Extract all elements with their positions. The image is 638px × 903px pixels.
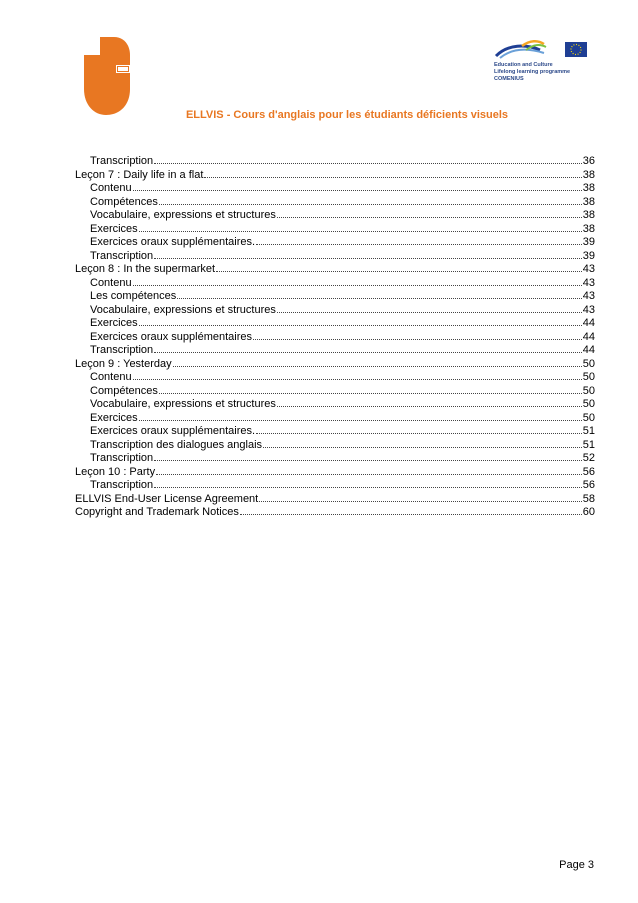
toc-entry[interactable] — [75, 385, 595, 399]
toc-entry[interactable] — [75, 317, 595, 331]
toc-dot-leader — [216, 271, 582, 272]
toc-entry[interactable] — [75, 412, 595, 426]
toc-entry-title: Exercices oraux supplémentaires. — [90, 236, 256, 248]
toc-entry-title: Vocabulaire, expressions et structures — [90, 398, 276, 410]
toc-entry-page: 38 — [582, 195, 595, 208]
toc-entry-title: Leçon 9 : Yesterday — [75, 357, 172, 370]
eu-lifelong-learning-logo — [492, 38, 594, 88]
toc-entry-title: Vocabulaire, expressions et structures — [90, 303, 276, 316]
toc-dot-leader — [177, 298, 582, 299]
toc-entry-title: Transcription — [90, 452, 154, 464]
toc-dot-leader — [154, 352, 582, 353]
toc-entry[interactable] — [75, 344, 595, 358]
toc-entry-title: Transcription — [90, 155, 154, 167]
toc-entry-page: 51 — [582, 438, 595, 451]
toc-entry-page: 60 — [582, 506, 595, 518]
toc-entry-title: Exercices oraux supplémentaires. — [90, 425, 256, 437]
toc-dot-leader — [240, 514, 582, 515]
toc-entry-page: 39 — [582, 236, 595, 248]
toc-entry-page: 58 — [582, 492, 595, 505]
page-header-title: ELLVIS - Cours d'anglais pour les étudiants déficients visuels — [185, 109, 509, 121]
toc-entry[interactable] — [75, 236, 595, 250]
toc-dot-leader — [154, 487, 582, 488]
toc-entry-page: 43 — [582, 276, 595, 289]
toc-entry-title: Compétences — [90, 195, 158, 208]
toc-entry-title: Contenu — [90, 182, 132, 194]
toc-entry-title: Copyright and Trademark Notices — [75, 506, 239, 518]
toc-entry-title: Leçon 7 : Daily life in a flat — [75, 168, 204, 181]
toc-entry-page: 38 — [582, 168, 595, 181]
toc-entry-page: 43 — [582, 303, 595, 316]
toc-entry-page: 38 — [582, 209, 595, 221]
toc-entry[interactable] — [75, 290, 595, 304]
toc-entry[interactable] — [75, 331, 595, 345]
toc-entry-title: Contenu — [90, 276, 132, 289]
toc-dot-leader — [133, 190, 582, 191]
toc-entry-page: 44 — [582, 330, 595, 343]
toc-dot-leader — [159, 393, 582, 394]
toc-entry[interactable] — [75, 439, 595, 453]
toc-entry-page: 56 — [582, 465, 595, 478]
toc-entry-title: Leçon 8 : In the supermarket — [75, 263, 216, 275]
table-of-contents — [75, 155, 595, 520]
page-number: Page 3 — [559, 859, 594, 871]
toc-entry-page: 44 — [582, 344, 595, 356]
ellvis-logo — [84, 37, 130, 115]
toc-entry[interactable] — [75, 493, 595, 507]
toc-entry-title: Exercices oraux supplémentaires — [90, 330, 253, 343]
toc-entry[interactable] — [75, 209, 595, 223]
toc-entry-title: Vocabulaire, expressions et structures — [90, 209, 276, 221]
toc-dot-leader — [133, 285, 582, 286]
toc-entry-page: 50 — [582, 371, 595, 383]
toc-dot-leader — [263, 447, 582, 448]
toc-dot-leader — [159, 204, 582, 205]
toc-entry-title: Transcription — [90, 344, 154, 356]
eu-programme-text: Education and Culture Lifelong learning programme COMENIUS — [494, 62, 571, 82]
toc-entry-page: 50 — [582, 398, 595, 410]
toc-dot-leader — [204, 177, 581, 178]
toc-entry-title: Exercices — [90, 411, 138, 424]
toc-entry-title: Les compétences — [90, 290, 177, 302]
toc-entry-page: 36 — [582, 155, 595, 167]
toc-entry-title: Exercices — [90, 222, 138, 235]
toc-dot-leader — [154, 163, 582, 164]
toc-entry[interactable] — [75, 466, 595, 480]
toc-entry[interactable] — [75, 371, 595, 385]
toc-entry[interactable] — [75, 398, 595, 412]
toc-dot-leader — [156, 474, 582, 475]
toc-dot-leader — [253, 339, 582, 340]
toc-entry-page: 39 — [582, 249, 595, 262]
toc-entry[interactable] — [75, 358, 595, 372]
toc-entry-page: 38 — [582, 222, 595, 235]
toc-entry-page: 43 — [582, 263, 595, 275]
toc-entry[interactable] — [75, 169, 595, 183]
toc-dot-leader — [277, 312, 582, 313]
toc-dot-leader — [133, 379, 582, 380]
toc-dot-leader — [256, 244, 582, 245]
toc-dot-leader — [256, 433, 582, 434]
toc-entry[interactable] — [75, 479, 595, 493]
toc-entry-page: 38 — [582, 182, 595, 194]
toc-entry-page: 56 — [582, 479, 595, 491]
toc-entry[interactable] — [75, 196, 595, 210]
toc-entry[interactable] — [75, 304, 595, 318]
toc-entry-page: 44 — [582, 317, 595, 329]
toc-dot-leader — [139, 231, 582, 232]
toc-entry[interactable] — [75, 506, 595, 520]
toc-entry-title: Contenu — [90, 371, 132, 383]
toc-entry[interactable] — [75, 250, 595, 264]
toc-entry-page: 50 — [582, 357, 595, 370]
toc-entry-title: ELLVIS End-User License Agreement — [75, 492, 259, 505]
toc-dot-leader — [277, 406, 582, 407]
toc-dot-leader — [139, 325, 582, 326]
toc-dot-leader — [259, 501, 582, 502]
toc-entry[interactable] — [75, 182, 595, 196]
toc-entry[interactable] — [75, 452, 595, 466]
toc-entry-title: Leçon 10 : Party — [75, 465, 156, 478]
toc-entry-title: Transcription — [90, 249, 154, 262]
toc-dot-leader — [154, 460, 582, 461]
toc-entry-title: Transcription — [90, 479, 154, 491]
toc-entry[interactable] — [75, 263, 595, 277]
toc-dot-leader — [277, 217, 582, 218]
toc-entry-page: 51 — [582, 425, 595, 437]
toc-dot-leader — [139, 420, 582, 421]
toc-entry-title: Transcription des dialogues anglais — [90, 438, 263, 451]
toc-entry-page: 50 — [582, 411, 595, 424]
toc-entry[interactable] — [75, 425, 595, 439]
toc-entry-title: Compétences — [90, 384, 158, 397]
toc-entry-title: Exercices — [90, 317, 138, 329]
toc-dot-leader — [173, 366, 582, 367]
toc-entry[interactable] — [75, 277, 595, 291]
toc-entry-page: 52 — [582, 452, 595, 464]
toc-entry[interactable] — [75, 223, 595, 237]
toc-entry[interactable] — [75, 155, 595, 169]
toc-entry-page: 43 — [582, 290, 595, 302]
toc-entry-page: 50 — [582, 384, 595, 397]
toc-dot-leader — [154, 258, 582, 259]
